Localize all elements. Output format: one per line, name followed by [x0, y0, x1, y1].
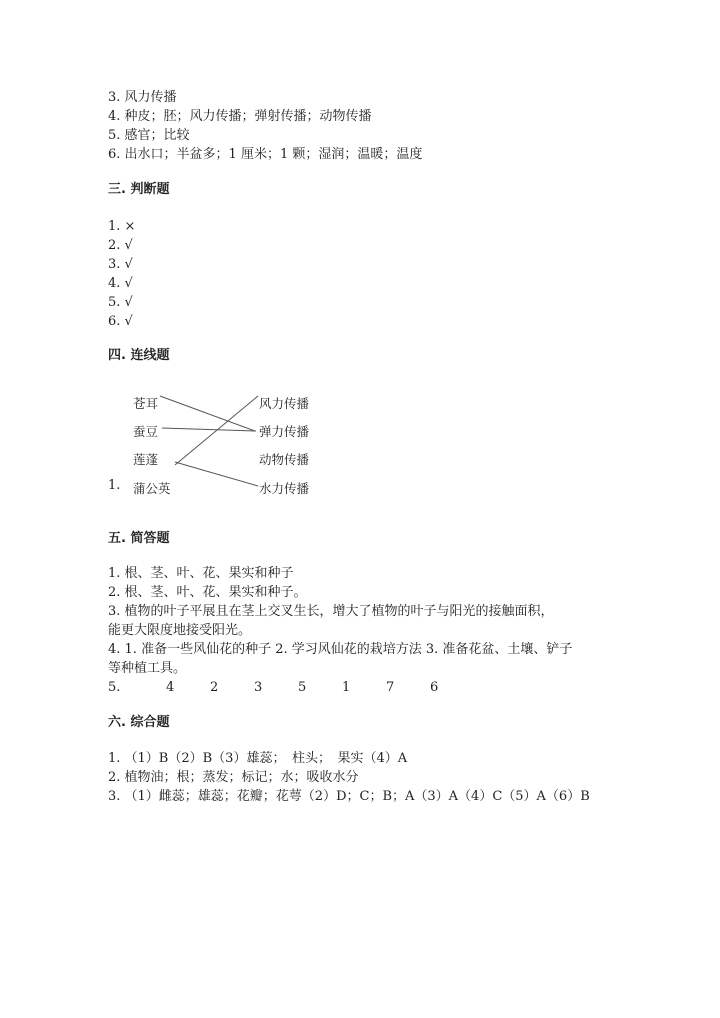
judgement-item-5: 5. √ — [108, 295, 133, 310]
section-heading-judgement: 三. 判断题 — [108, 182, 170, 197]
fill-answer-3: 3. 风力传播 — [108, 90, 177, 105]
sequence-value: 4 — [166, 680, 175, 695]
judgement-item-2: 2. √ — [108, 238, 133, 253]
section-heading-comprehensive: 六. 综合题 — [108, 715, 170, 730]
sequence-value: 3 — [254, 680, 263, 695]
short-answer-3: 3. 植物的叶子平展且在茎上交叉生长，增大了植物的叶子与阳光的接触面积， — [108, 604, 554, 619]
short-answer-1: 1. 根、茎、叶、花、果实和种子 — [108, 566, 294, 581]
match-left-cocklebur: 苍耳 — [133, 396, 159, 411]
fill-answer-4: 4. 种皮；胚；风力传播；弹射传播；动物传播 — [108, 109, 372, 124]
comprehensive-answer-3: 3. （1）雌蕊；雄蕊；花瓣；花萼（2）D；C；B；A（3）A（4）C（5）A（6）B — [108, 789, 590, 804]
fill-answer-6: 6. 出水口；半盆多；1 厘米；1 颗；湿润；温暖；温度 — [108, 147, 423, 162]
match-left-dandelion: 蒲公英 — [133, 481, 171, 496]
sequence-label: 5. — [108, 680, 121, 695]
short-answer-2: 2. 根、茎、叶、花、果实和种子。 — [108, 585, 307, 600]
sequence-value: 7 — [386, 680, 395, 695]
match-left-lotus: 莲蓬 — [133, 452, 159, 467]
section-heading-short-answer: 五. 简答题 — [108, 531, 170, 546]
sequence-value: 5 — [298, 680, 307, 695]
match-right-water: 水力传播 — [259, 481, 310, 496]
sequence-value: 6 — [430, 680, 439, 695]
match-right-animal: 动物传播 — [259, 452, 310, 467]
judgement-item-4: 4. √ — [108, 276, 133, 291]
judgement-item-1: 1. × — [108, 219, 136, 234]
match-right-wind: 风力传播 — [259, 396, 310, 411]
matching-number: 1. — [108, 478, 121, 493]
match-line-lotus-water — [175, 462, 258, 486]
judgement-item-6: 6. √ — [108, 314, 133, 329]
match-right-elastic: 弹力传播 — [259, 424, 310, 439]
match-line-broadbean — [162, 428, 256, 431]
comprehensive-answer-1: 1. （1）B（2）B（3）雄蕊； 柱头； 果实（4）A — [108, 751, 408, 766]
match-line-cocklebur — [160, 396, 255, 431]
judgement-item-3: 3. √ — [108, 257, 133, 272]
comprehensive-answer-2: 2. 植物油；根；蒸发；标记；水；吸收水分 — [108, 770, 359, 785]
short-answer-4-cont: 等种植工具。 — [108, 661, 187, 676]
section-heading-matching: 四. 连线题 — [108, 348, 170, 363]
short-answer-5 — [108, 678, 450, 697]
sequence-value: 2 — [210, 680, 219, 695]
match-left-broadbean: 蚕豆 — [133, 424, 159, 439]
fill-answer-5: 5. 感官；比较 — [108, 128, 190, 143]
short-answer-3-cont: 能更大限度地接受阳光。 — [108, 623, 252, 638]
sequence-value: 1 — [342, 680, 351, 695]
short-answer-4: 4. 1. 准备一些风仙花的种子 2. 学习风仙花的栽培方法 3. 准备花盆、土壤、铲子 — [108, 642, 573, 657]
